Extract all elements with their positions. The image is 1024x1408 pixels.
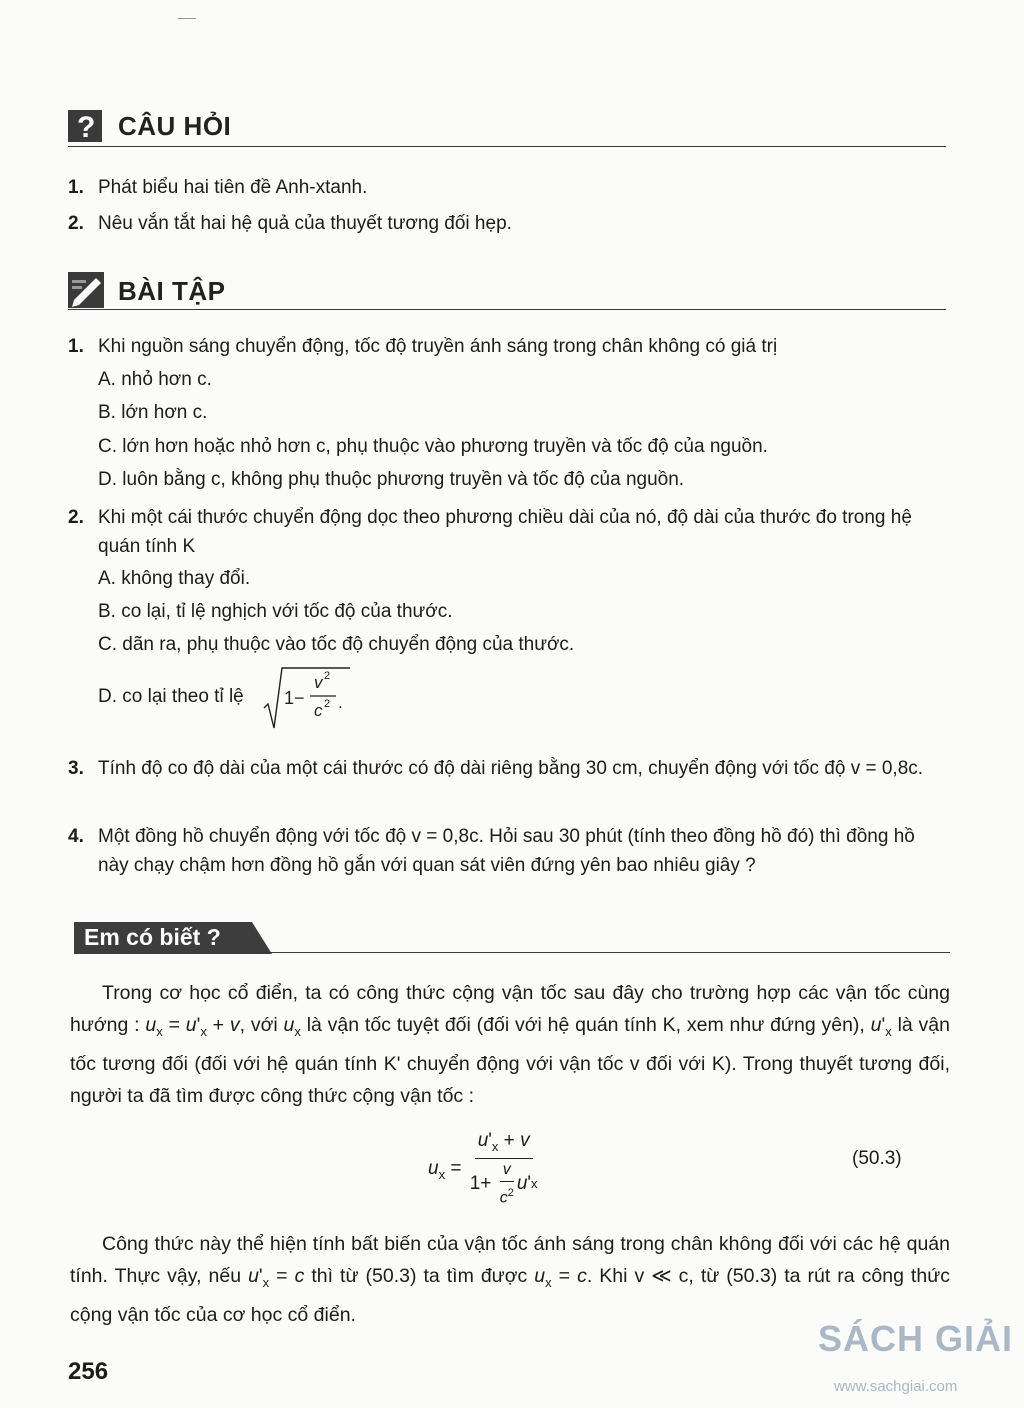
exercise-1-option-d: D. luôn bằng c, không phụ thuộc phương truyền và tốc độ của nguồn. xyxy=(98,469,685,490)
did-you-know-rule xyxy=(262,952,950,953)
svg-text:c: c xyxy=(314,701,323,720)
option-d-label: D. co lại theo tỉ lệ xyxy=(98,686,244,707)
exercise-number: 2. xyxy=(68,507,84,528)
question-text: Phát biểu hai tiên đề Anh-xtanh. xyxy=(98,177,368,198)
paragraph-text: , với xyxy=(239,1014,278,1036)
exercise-2-option-c: C. dãn ra, phụ thuộc vào tốc độ chuyển động của thước. xyxy=(98,634,575,655)
top-mark xyxy=(178,18,196,19)
exercise-number: 4. xyxy=(68,826,84,847)
exercise-text: Tính độ co độ dài của một cái thước có độ dài riêng bằng 30 cm, chuyển động với tốc độ v = 0,8c. xyxy=(98,758,924,779)
did-you-know-title: Em có biết ? xyxy=(84,924,221,950)
exercise-1-option-c: C. lớn hơn hoặc nhỏ hơn c, phụ thuộc vào phương truyền và tốc độ của nguồn. xyxy=(98,436,768,457)
watermark-logo: SÁCH GIẢI xyxy=(818,1318,1014,1359)
question-text: Nêu vắn tắt hai hệ quả của thuyết tương đối hẹp. xyxy=(98,213,512,234)
svg-text:1−: 1− xyxy=(284,688,305,708)
equation-label: (50.3) xyxy=(852,1148,902,1169)
sqrt-formula xyxy=(262,664,352,732)
exercise-number: 1. xyxy=(68,336,84,357)
section-rule-questions xyxy=(68,146,946,147)
paragraph-text: là vận tốc tương đối (đối với hệ quán tính K' chuyển động với vận tốc v đối với K). Trong thuyết tương đối, người ta đã tìm được công thức cộng vận tốc : xyxy=(70,1014,950,1107)
svg-text:v: v xyxy=(314,673,323,692)
page-number: 256 xyxy=(68,1358,109,1385)
exercise-2-option-d xyxy=(98,682,244,711)
paragraph-text: . Khi v ≪ c, từ (50.3) ta rút ra công thức cộng vận tốc của cơ học cổ điển. xyxy=(70,1265,951,1326)
did-you-know-paragraph-2: Công thức này thể hiện tính bất biến của vận tốc ánh sáng trong chân không đối với các hệ quán tính. Thực vậy, nếu $u'_x = c$ thì từ (50.3) ta tìm được $u_x = c$. Khi v ≪ c, từ (50.3) ta rút ra công thức cộng vận tốc của cơ học cổ điển. xyxy=(70,1233,951,1326)
svg-text:2: 2 xyxy=(324,670,331,682)
paragraph-text: Trong cơ học cổ điển, ta có công thức cộng vận tốc sau đây cho trường hợp các vận tốc cùng hướng : xyxy=(70,982,950,1036)
question-number: 2. xyxy=(68,213,84,234)
question-icon xyxy=(68,108,104,144)
did-you-know-paragraph-1: Trong cơ học cổ điển, ta có công thức cộng vận tốc sau đây cho trường hợp các vận tốc cùng hướng : $u_x = u'_x + v$, với $u_x$ là vận tốc tuyệt đối (đối với hệ quán tính K, xem như đứng yên), $u'_x$ là vận tốc tương đối (đối với hệ quán tính K' chuyển động với vận tốc v đối với K). Trong thuyết tương đối, người ta đã tìm được công thức cộng vận tốc : xyxy=(70,982,950,1107)
exercise-1-option-b: B. lớn hơn c. xyxy=(98,402,208,423)
exercise-text: Khi một cái thước chuyển động dọc theo phương chiều dài của nó, độ dài của thước đo trong hệ quán tính K xyxy=(98,507,912,557)
svg-text:.: . xyxy=(338,693,343,712)
svg-text:2: 2 xyxy=(324,698,331,710)
watermark-url: www.sachgiai.com xyxy=(834,1378,958,1395)
exercise-2-option-b: B. co lại, tỉ lệ nghịch với tốc độ của thước. xyxy=(98,601,453,622)
equation-50-3: $u_x$ = $u'_x + v$ 1+ $\frac{v}{c^2}$ u ' x xyxy=(428,1130,538,1207)
exercise-2-option-a: A. không thay đổi. xyxy=(98,568,251,589)
section-title-exercises: BÀI TẬP xyxy=(118,276,226,306)
section-title-questions: CÂU HỎI xyxy=(118,111,232,141)
exercise-text: Khi nguồn sáng chuyển động, tốc độ truyền ánh sáng trong chân không có giá trị xyxy=(98,336,778,357)
paragraph-text: thì từ (50.3) ta tìm được xyxy=(311,1265,528,1287)
svg-text:?: ? xyxy=(77,111,96,144)
pencil-icon xyxy=(68,272,108,310)
exercise-1-option-a: A. nhỏ hơn c. xyxy=(98,369,212,390)
question-number: 1. xyxy=(68,177,84,198)
paragraph-text: là vận tốc tuyệt đối (đối với hệ quán tính K, xem như đứng yên), xyxy=(306,1014,865,1036)
exercise-text: Một đồng hồ chuyển động với tốc độ v = 0,8c. Hỏi sau 30 phút (tính theo đồng hồ đó) thì đồng hồ này chạy chậm hơn đồng hồ gắn với quan sát viên đứng yên bao nhiêu giây ? xyxy=(98,826,915,876)
section-rule-exercises xyxy=(68,309,946,310)
paragraph-text: Công thức này thể hiện tính bất biến của vận tốc ánh sáng trong chân không đối với các hệ quán tính. Thực vậy, nếu xyxy=(70,1233,950,1287)
exercise-number: 3. xyxy=(68,758,84,779)
